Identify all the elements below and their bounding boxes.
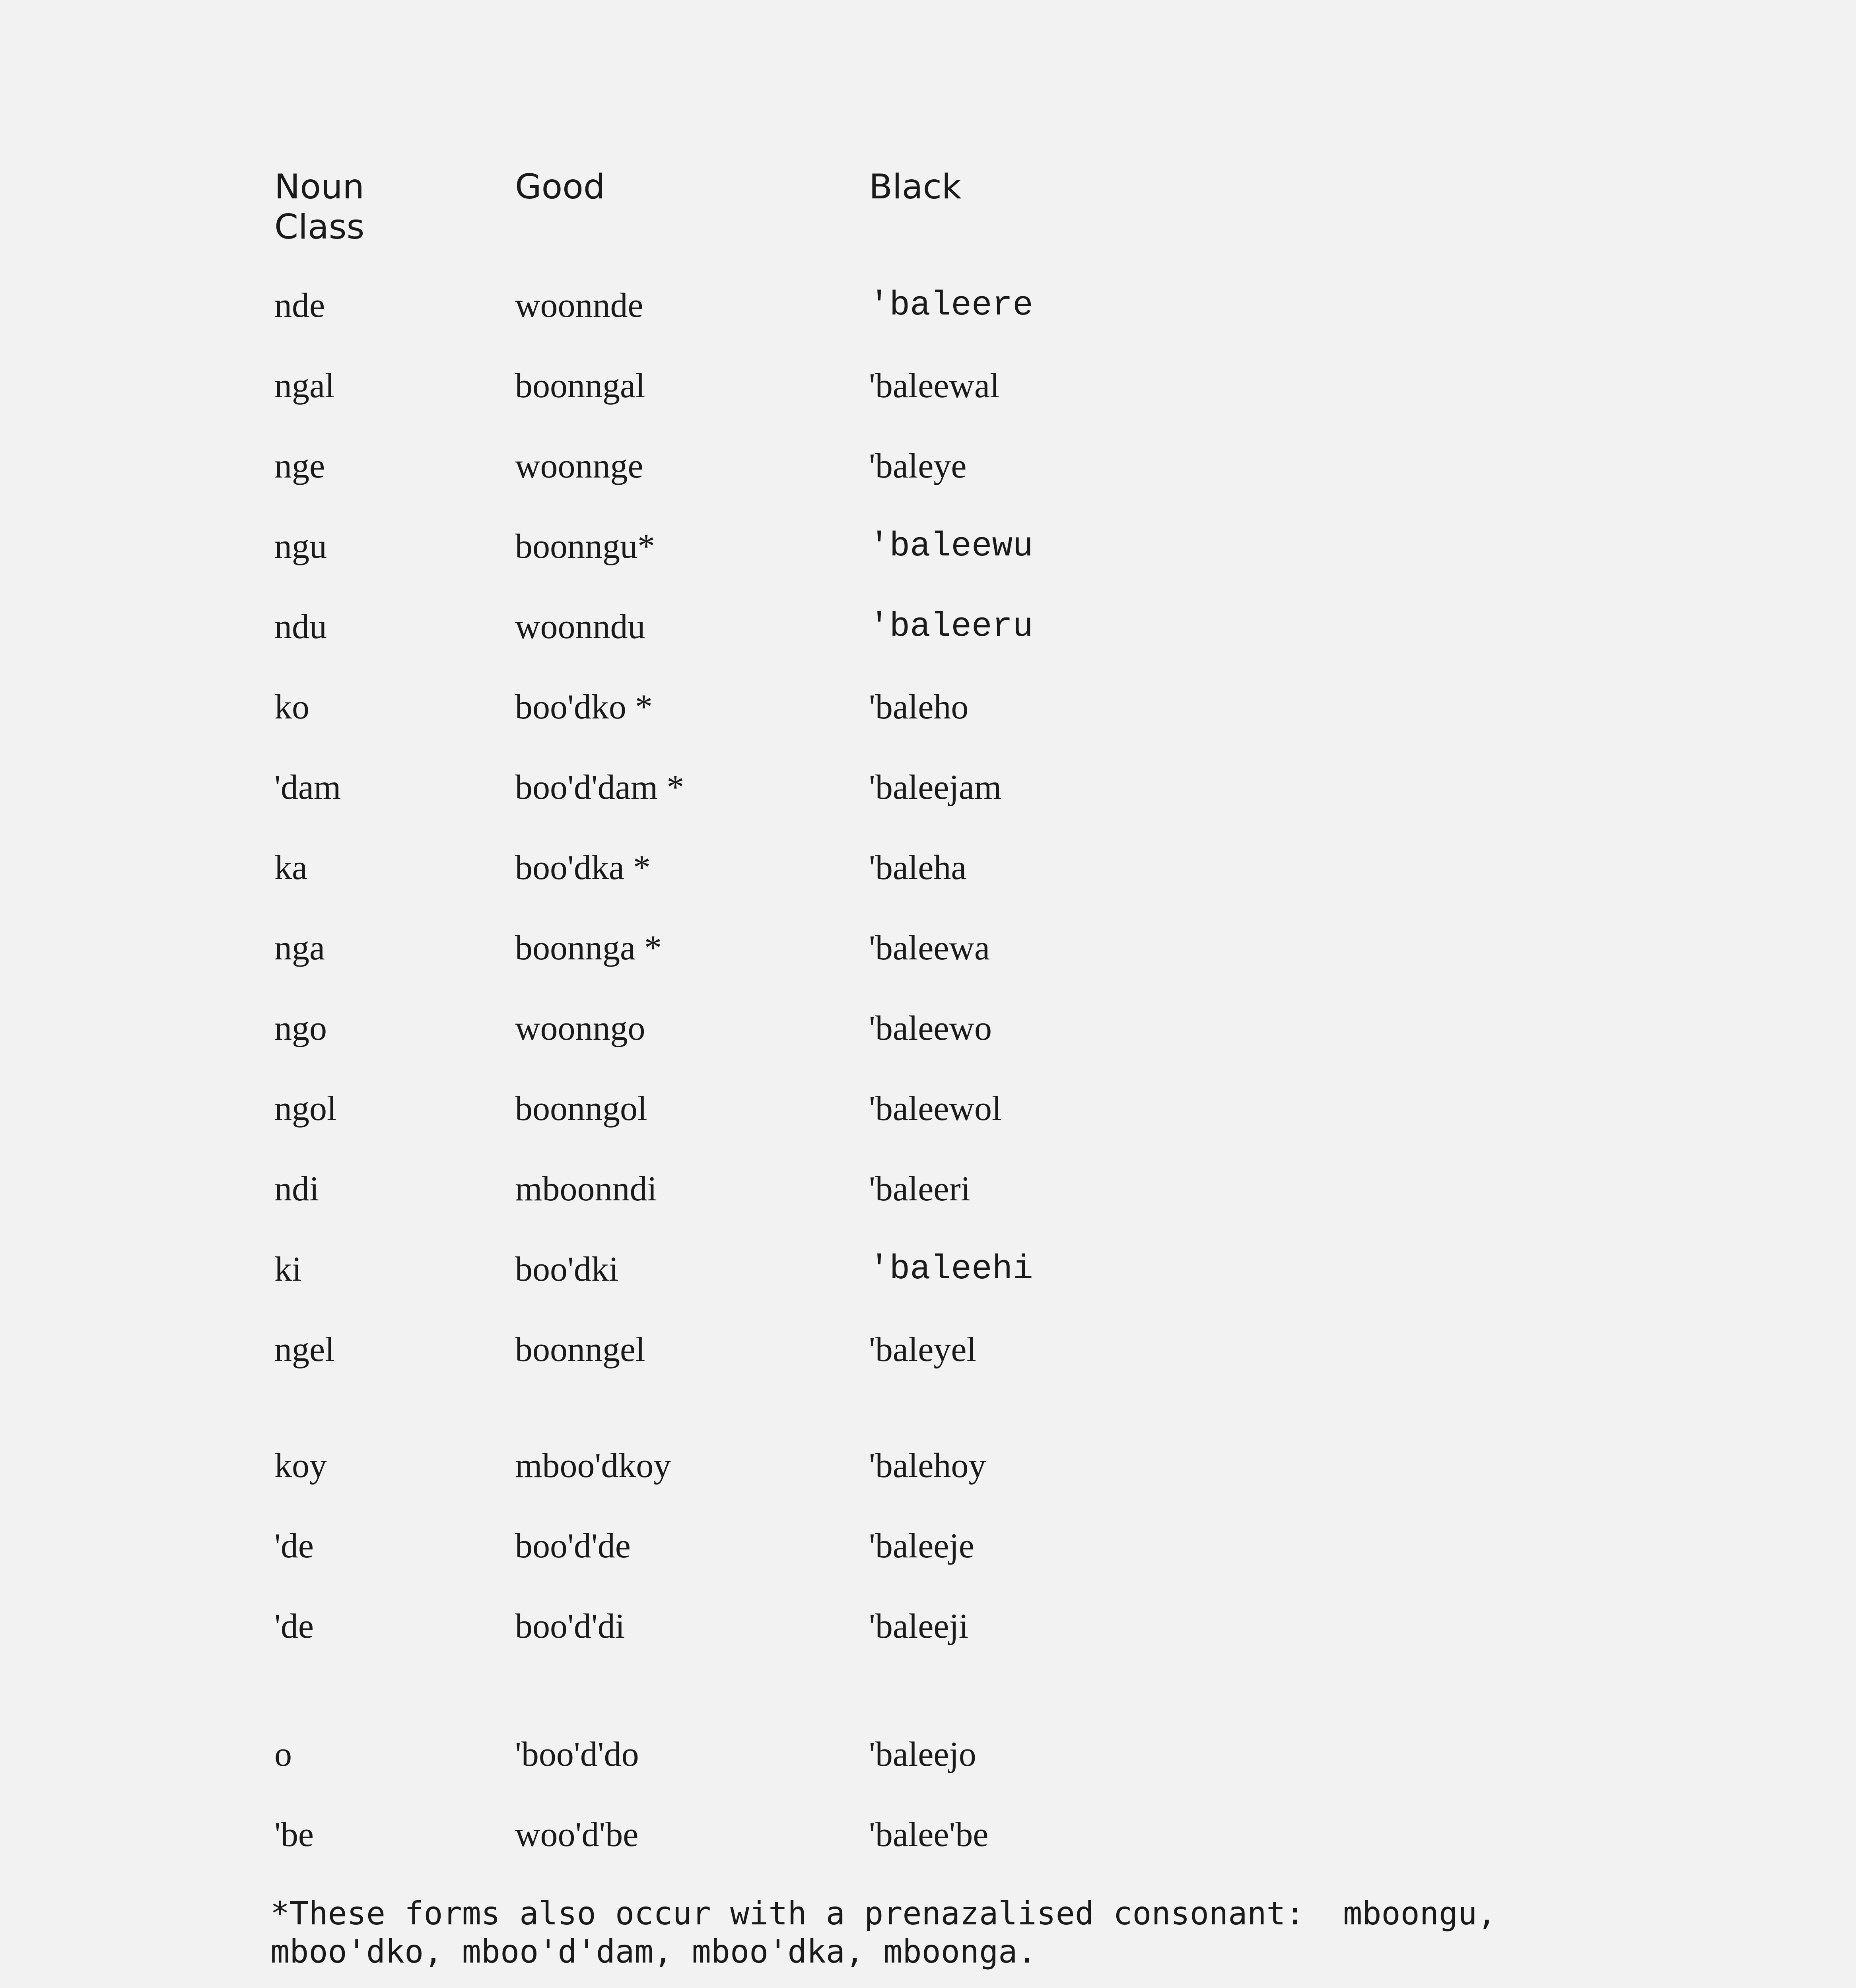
- table-row: [274, 1737, 1587, 1817]
- black-cell: 'baleejo: [869, 1735, 976, 1774]
- table-row: [274, 1172, 1587, 1252]
- table-row: [274, 1817, 1587, 1898]
- table-row: [274, 770, 1587, 850]
- black-cell: 'baleeje: [869, 1527, 974, 1565]
- table-row: [274, 931, 1587, 1011]
- noun-class-cell: 'de: [274, 1527, 314, 1565]
- black-cell: 'baleere: [869, 286, 1033, 325]
- table-header: [274, 167, 1587, 288]
- black-cell: 'balee'be: [869, 1815, 989, 1854]
- black-cell: 'baleye: [869, 447, 967, 485]
- noun-class-cell: ki: [274, 1250, 302, 1289]
- table-row: [274, 1011, 1587, 1091]
- good-cell: boonnga *: [515, 929, 662, 967]
- black-cell: 'baleewo: [869, 1009, 992, 1048]
- good-cell: woo'd'be: [515, 1815, 639, 1854]
- good-cell: boonngu*: [515, 527, 655, 566]
- table-row: [274, 850, 1587, 931]
- noun-class-cell: ka: [274, 848, 308, 887]
- good-cell: woonnde: [515, 286, 643, 325]
- good-cell: woonnge: [515, 447, 643, 485]
- noun-class-cell: ngo: [274, 1009, 327, 1048]
- noun-class-cell: 'de: [274, 1607, 314, 1646]
- footnote: *These forms also occur with a prenazalised consonant: mboongu, mboo'dko, mboo'd'dam, mboo'dka, mboonga.: [270, 1895, 1496, 1970]
- noun-class-cell: nga: [274, 929, 325, 967]
- black-cell: 'baleewa: [869, 929, 990, 967]
- good-cell: 'boo'd'do: [515, 1735, 639, 1774]
- table-row: [274, 1091, 1587, 1172]
- good-cell: mboonndi: [515, 1170, 657, 1208]
- good-cell: woonndu: [515, 608, 645, 646]
- noun-class-cell: nde: [274, 286, 325, 325]
- table-row: [274, 1448, 1587, 1529]
- good-cell: boo'd'di: [515, 1607, 625, 1646]
- table-row: [274, 607, 1587, 690]
- black-cell: 'baleeri: [869, 1170, 971, 1208]
- table-row: [274, 1252, 1587, 1332]
- table-row: [274, 369, 1587, 449]
- noun-class-cell: koy: [274, 1446, 327, 1485]
- header-noun-class: Noun Class: [274, 167, 365, 247]
- noun-class-cell: ngel: [274, 1330, 335, 1369]
- black-cell: 'baleho: [869, 688, 969, 726]
- table-row: [274, 449, 1587, 529]
- good-cell: boonngel: [515, 1330, 645, 1369]
- noun-class-cell: 'be: [274, 1815, 314, 1854]
- black-cell: 'baleha: [869, 848, 967, 887]
- table-row: [274, 1609, 1587, 1689]
- noun-class-cell: o: [274, 1735, 292, 1774]
- table-row: [274, 529, 1587, 610]
- good-cell: boo'dki: [515, 1250, 619, 1289]
- header-black: Black: [869, 167, 962, 207]
- black-cell: 'balehoy: [869, 1446, 986, 1485]
- table-row: [274, 1529, 1587, 1609]
- black-cell: 'baleejam: [869, 768, 1002, 807]
- good-cell: mboo'dkoy: [515, 1446, 671, 1485]
- good-cell: boo'd'dam *: [515, 768, 684, 807]
- noun-class-cell: ngu: [274, 527, 327, 566]
- noun-class-cell: nge: [274, 447, 325, 485]
- header-good: Good: [515, 167, 605, 207]
- black-cell: 'baleehi: [869, 1250, 1033, 1289]
- black-cell: 'baleewol: [869, 1089, 1002, 1128]
- noun-class-cell: ndu: [274, 608, 327, 646]
- black-cell: 'baleeji: [869, 1607, 969, 1646]
- table-row: [274, 1332, 1587, 1413]
- noun-class-cell: ndi: [274, 1170, 319, 1208]
- good-cell: boonngal: [515, 367, 645, 405]
- table-row: [274, 690, 1587, 770]
- noun-class-cell: ngol: [274, 1089, 337, 1128]
- good-cell: boo'dka *: [515, 848, 651, 887]
- good-cell: boo'dko *: [515, 688, 653, 726]
- noun-class-cell: 'dam: [274, 768, 341, 807]
- noun-class-cell: ngal: [274, 367, 335, 405]
- black-cell: 'baleewal: [869, 367, 1000, 405]
- good-cell: woonngo: [515, 1009, 645, 1048]
- noun-class-table: [274, 167, 1587, 1898]
- good-cell: boo'd'de: [515, 1527, 631, 1565]
- table-row: [274, 288, 1587, 369]
- black-cell: 'baleeru: [869, 607, 1033, 646]
- good-cell: boonngol: [515, 1089, 647, 1128]
- black-cell: 'baleyel: [869, 1330, 976, 1369]
- noun-class-cell: ko: [274, 688, 309, 726]
- black-cell: 'baleewu: [869, 527, 1033, 566]
